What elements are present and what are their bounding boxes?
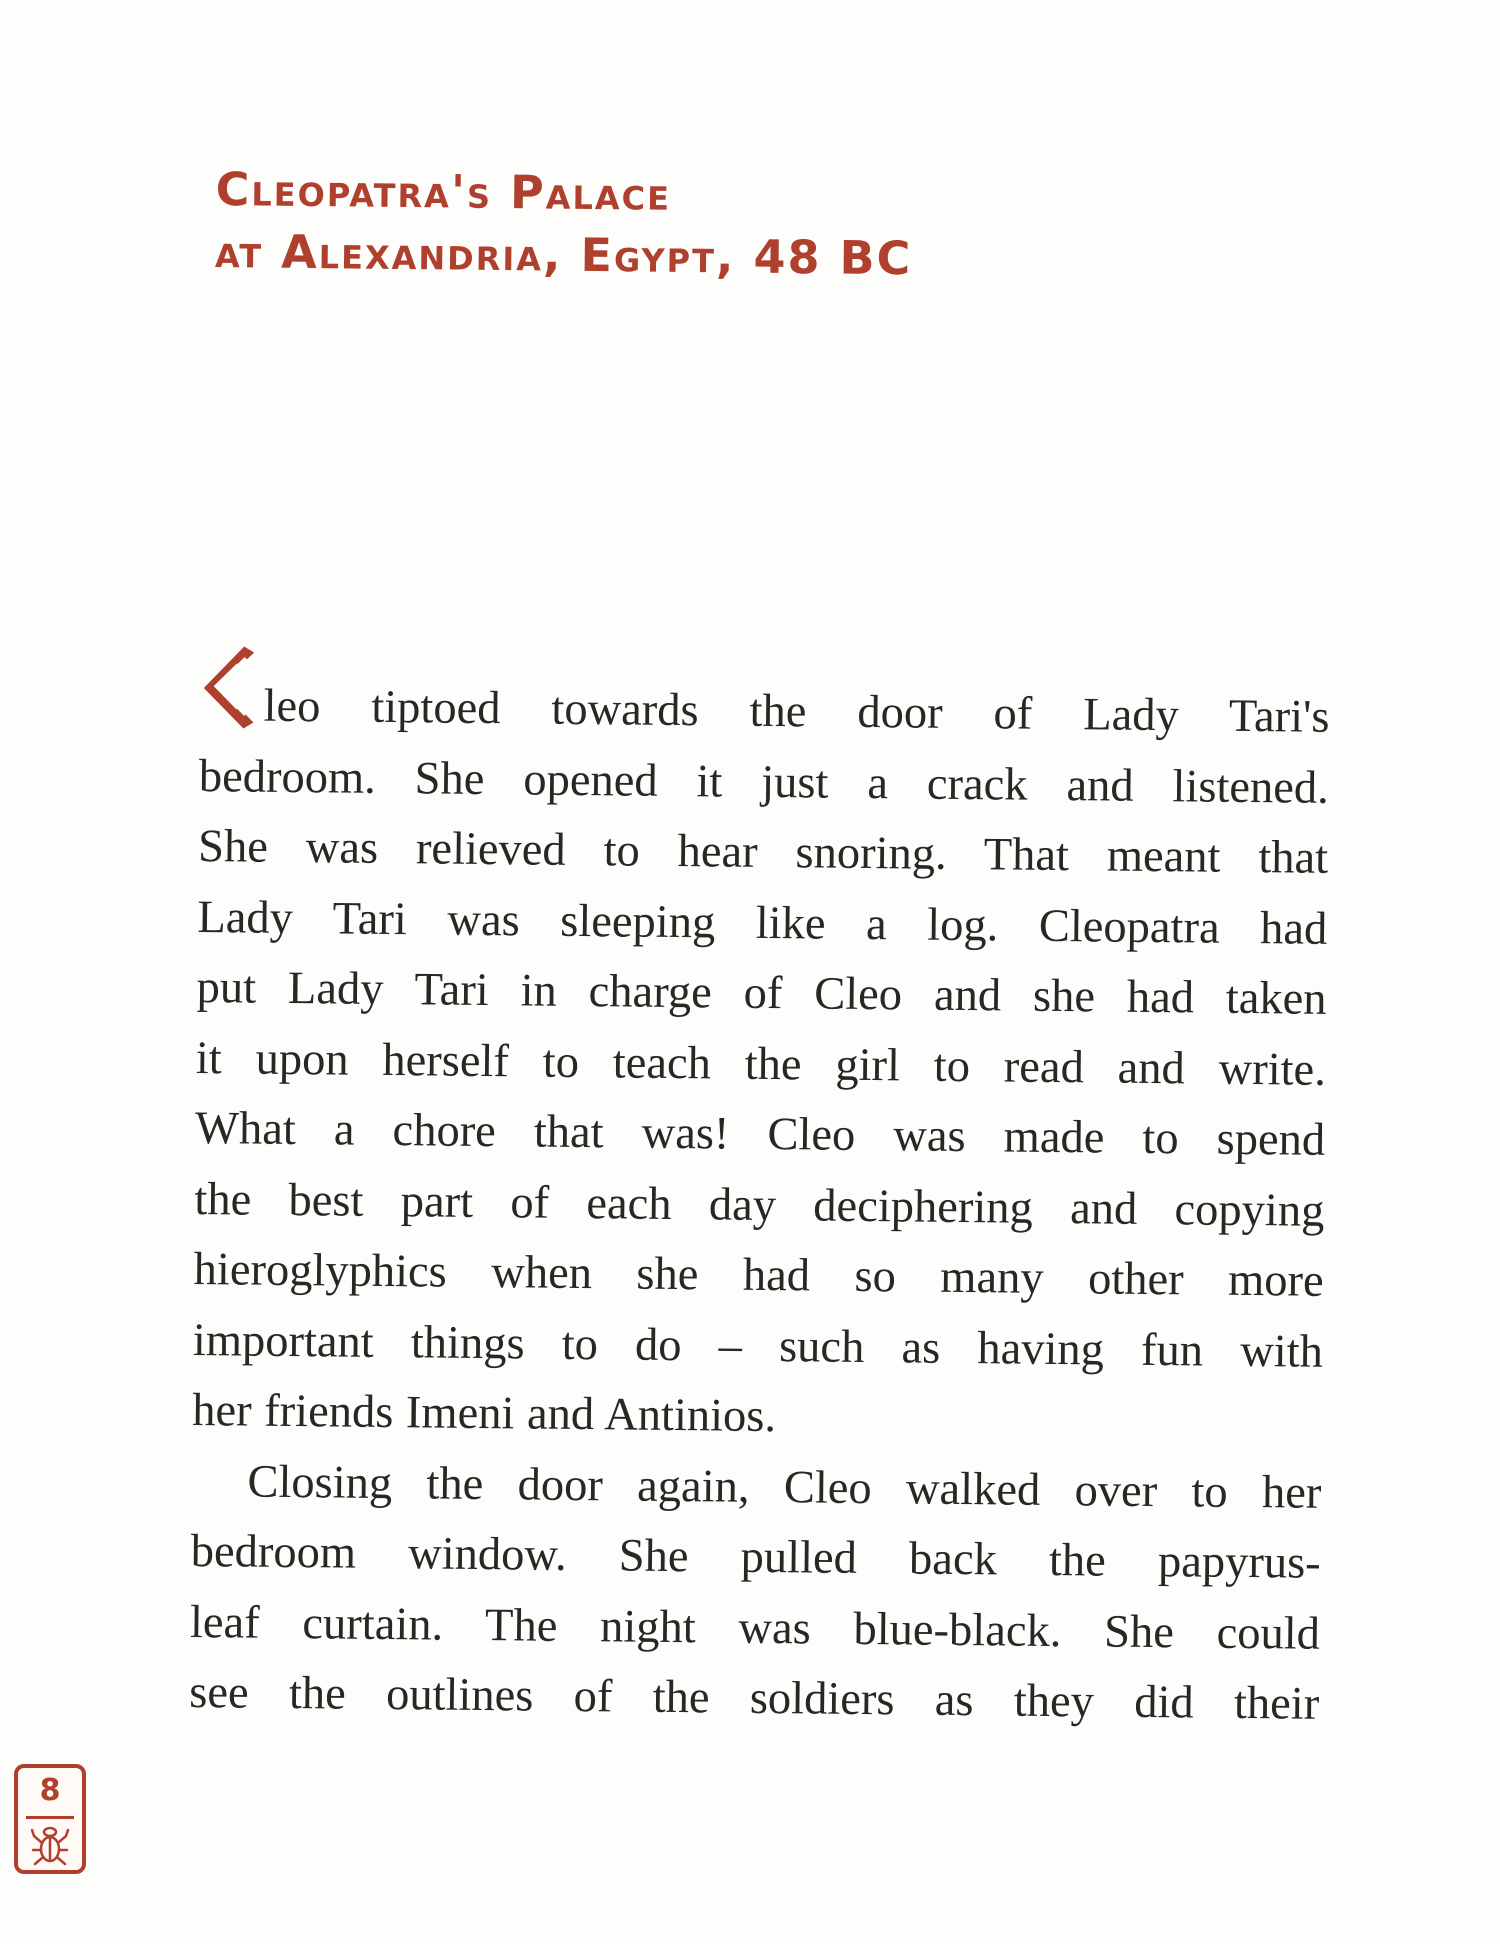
paragraph-1 [192,668,1330,1458]
para1-line-10: her friends Imeni and Antinios. [191,1384,777,1443]
scarab-beetle-icon [30,1822,70,1868]
page-number: 8 [39,1773,61,1808]
drop-cap [199,668,262,729]
para1-line-6: What a chore that was! Cleo was made to spend [194,1102,1326,1166]
para1-line-3: Lady Tari was sleeping like a log. Cleopatra had [197,891,1328,955]
chapter-heading [215,158,1116,291]
story-text [189,668,1330,1740]
para1-line-0: leo tiptoed towards the door of Lady Tari's [263,680,1330,743]
para2-line-2: leaf curtain. The night was blue-black. She could [189,1596,1321,1660]
tab-divider [26,1816,74,1819]
para1-line-4: put Lady Tari in charge of Cleo and she had taken [196,961,1327,1025]
para1-line-9: important things to do – such as having fun with [192,1314,1324,1378]
text-line [199,668,1330,753]
para2-line-1: bedroom window. She pulled back the papyrus- [190,1525,1321,1589]
para1-line-8: hieroglyphics when she had so many other more [193,1243,1324,1307]
para1-line-1: bedroom. She opened it just a crack and listened. [198,750,1330,814]
page-number-tab [14,1764,86,1874]
drop-cap-c-glyph [195,644,266,731]
para2-line-0: Closing the door again, Cleo walked over to her [247,1456,1322,1519]
heading-line-1: Cleopatra's Palace [215,161,672,221]
para1-line-7: the best part of each day deciphering and copying [194,1173,1325,1237]
para1-line-2: She was relieved to hear snoring. That meant that [197,820,1329,884]
paragraph-2 [189,1446,1322,1740]
para1-line-5: it upon herself to teach the girl to read and write. [195,1032,1327,1096]
para2-line-3: see the outlines of the soldiers as they did their [189,1666,1320,1730]
heading-line-2: at Alexandria, Egypt, 48 BC [214,223,913,286]
